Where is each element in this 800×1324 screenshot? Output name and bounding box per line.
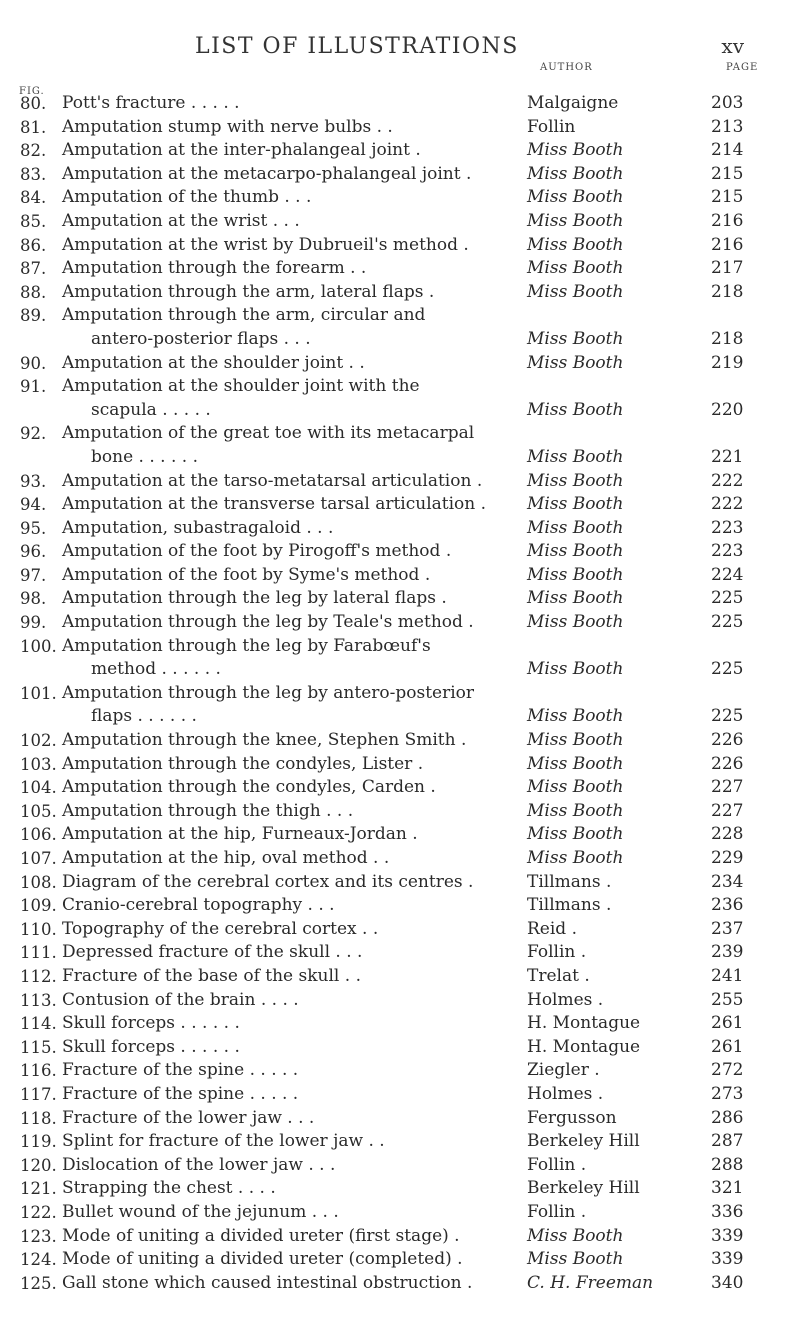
entry-line bbox=[0, 1130, 800, 1154]
page-ref: 217 bbox=[711, 258, 744, 279]
figure-number: 104. bbox=[20, 778, 57, 798]
list-item bbox=[0, 234, 800, 258]
entry-line bbox=[0, 847, 800, 871]
entry-line bbox=[0, 116, 800, 140]
entry-line bbox=[0, 989, 800, 1013]
figure-title: Amputation through the leg by lateral flaps . bbox=[62, 588, 447, 609]
figure-title: Amputation, subastragaloid . . . bbox=[62, 517, 334, 538]
list-item bbox=[0, 729, 800, 753]
figure-number: 91. bbox=[20, 377, 47, 397]
figure-number: 88. bbox=[20, 282, 47, 302]
figure-number: 82. bbox=[20, 141, 47, 161]
figure-title: Dislocation of the lower jaw . . . bbox=[62, 1154, 336, 1175]
figure-number: 99. bbox=[20, 613, 47, 633]
figure-title: Amputation at the hip, Furneaux-Jordan . bbox=[62, 824, 418, 845]
author-name: Miss Booth bbox=[527, 210, 624, 231]
page-ref: 234 bbox=[711, 871, 744, 892]
list-item bbox=[0, 611, 800, 635]
figure-title: Amputation through the leg by Farabœuf's bbox=[62, 635, 431, 656]
figure-number: 120. bbox=[20, 1155, 57, 1175]
page-ref: 225 bbox=[711, 612, 744, 633]
entry-line bbox=[0, 304, 800, 328]
figure-title: Amputation of the foot by Pirogoff's method . bbox=[62, 541, 452, 562]
author-name: Miss Booth bbox=[527, 612, 624, 633]
figure-number: 95. bbox=[20, 518, 47, 538]
author-name: Reid . bbox=[527, 918, 577, 939]
list-item bbox=[0, 1201, 800, 1225]
list-item bbox=[0, 1248, 800, 1272]
author-name: Berkeley Hill bbox=[527, 1178, 640, 1199]
page-column-header: PAGE bbox=[726, 62, 759, 73]
figure-title: bone . . . . . . bbox=[91, 446, 198, 467]
figure-title: Pott's fracture . . . . . bbox=[62, 93, 240, 113]
figure-number: 103. bbox=[20, 754, 57, 774]
figure-number: 110. bbox=[20, 919, 57, 939]
author-column-header: AUTHOR bbox=[540, 62, 593, 73]
figure-title: Amputation of the foot by Syme's method . bbox=[62, 564, 431, 585]
list-item bbox=[0, 894, 800, 918]
list-item bbox=[0, 753, 800, 777]
figure-number: 107. bbox=[20, 849, 57, 868]
list-item bbox=[0, 918, 800, 942]
list-item bbox=[0, 1059, 800, 1083]
author-name: Miss Booth bbox=[527, 1225, 624, 1246]
figure-title: Amputation through the condyles, Lister . bbox=[62, 753, 424, 774]
figure-number: 123. bbox=[20, 1226, 57, 1246]
page-ref: 221 bbox=[711, 446, 744, 467]
figure-number: 115. bbox=[20, 1037, 57, 1057]
entry-line bbox=[0, 92, 800, 116]
page-ref: 321 bbox=[711, 1178, 744, 1199]
entry-line bbox=[0, 1059, 800, 1083]
list-item bbox=[0, 375, 800, 422]
author-name: Follin . bbox=[527, 942, 587, 963]
page-ref: 215 bbox=[711, 187, 744, 208]
entry-line bbox=[0, 139, 800, 163]
entry-line bbox=[0, 729, 800, 753]
page-ref: 220 bbox=[711, 399, 744, 420]
page-ref: 222 bbox=[711, 494, 744, 515]
figure-title: Amputation through the leg by antero-posterior bbox=[62, 682, 475, 703]
page-ref: 237 bbox=[711, 918, 744, 939]
figure-title: Fracture of the spine . . . . . bbox=[62, 1083, 299, 1104]
list-item bbox=[0, 1130, 800, 1154]
entry-line bbox=[0, 1177, 800, 1201]
page-ref: 216 bbox=[711, 210, 744, 231]
list-item bbox=[0, 540, 800, 564]
page-ref: 339 bbox=[711, 1225, 744, 1246]
entry-line bbox=[0, 564, 800, 588]
entry-line bbox=[0, 871, 800, 895]
page-ref: 203 bbox=[711, 93, 744, 113]
page-ref: 225 bbox=[711, 588, 744, 609]
author-name: Miss Booth bbox=[527, 234, 624, 255]
figure-title: Splint for fracture of the lower jaw . . bbox=[62, 1131, 385, 1152]
page-title: LIST OF ILLUSTRATIONS bbox=[195, 34, 519, 59]
author-name: Follin . bbox=[527, 1201, 587, 1222]
page-ref: 218 bbox=[711, 328, 744, 349]
figure-title: Amputation at the shoulder joint . . bbox=[62, 352, 365, 373]
entry-line bbox=[0, 1225, 800, 1249]
entry-line bbox=[0, 375, 800, 399]
figure-number: 81. bbox=[20, 117, 47, 137]
entry-line bbox=[0, 281, 800, 305]
figure-number: 112. bbox=[20, 966, 57, 986]
page-ref: 286 bbox=[711, 1107, 744, 1128]
figure-title: Gall stone which caused intestinal obstruction . bbox=[62, 1272, 473, 1293]
entry-line bbox=[0, 611, 800, 635]
figure-title: flaps . . . . . . bbox=[91, 706, 197, 727]
figure-number: 85. bbox=[20, 211, 47, 231]
figure-number: 96. bbox=[20, 542, 47, 562]
figure-title: Diagram of the cerebral cortex and its centres . bbox=[62, 871, 474, 892]
figure-number: 102. bbox=[20, 731, 57, 751]
author-name: Miss Booth bbox=[527, 588, 624, 609]
list-item bbox=[0, 941, 800, 965]
list-item bbox=[0, 210, 800, 234]
figure-title: Skull forceps . . . . . . bbox=[62, 1036, 240, 1057]
list-item bbox=[0, 422, 800, 469]
page-ref: 236 bbox=[711, 895, 744, 916]
entry-line bbox=[0, 587, 800, 611]
entry-line bbox=[0, 470, 800, 494]
figure-title: Amputation through the arm, lateral flaps . bbox=[62, 281, 435, 302]
author-name: Ziegler . bbox=[527, 1060, 600, 1081]
entry-line bbox=[0, 1272, 800, 1296]
list-item bbox=[0, 1012, 800, 1036]
author-name: Miss Booth bbox=[527, 187, 624, 208]
figure-title: Skull forceps . . . . . . bbox=[62, 1013, 240, 1034]
page-ref: 255 bbox=[711, 989, 744, 1010]
entry-line bbox=[0, 1012, 800, 1036]
page-ref: 339 bbox=[711, 1249, 744, 1270]
figure-title: Amputation stump with nerve bulbs . . bbox=[62, 116, 393, 137]
author-name: Fergusson bbox=[527, 1107, 617, 1128]
page-ref: 227 bbox=[711, 800, 744, 821]
figure-number: 109. bbox=[20, 896, 57, 916]
figure-number: 89. bbox=[20, 306, 47, 326]
entry-line bbox=[0, 1107, 800, 1131]
figure-number: 106. bbox=[20, 825, 57, 845]
figure-title: Contusion of the brain . . . . bbox=[62, 989, 299, 1010]
page-ref: 261 bbox=[711, 1013, 744, 1034]
figure-title: Amputation of the great toe with its metacarpal bbox=[62, 423, 475, 444]
list-item bbox=[0, 847, 800, 871]
figure-number: 93. bbox=[20, 471, 47, 491]
entry-line bbox=[0, 257, 800, 281]
figure-number: 94. bbox=[20, 495, 47, 515]
page-ref: 215 bbox=[711, 163, 744, 184]
figure-title: Strapping the chest . . . . bbox=[62, 1178, 276, 1199]
entry-line bbox=[0, 1201, 800, 1225]
list-item bbox=[0, 635, 800, 682]
author-name: H. Montague bbox=[527, 1036, 641, 1057]
figure-title: scapula . . . . . bbox=[91, 399, 211, 420]
figure-title: Topography of the cerebral cortex . . bbox=[62, 918, 379, 939]
list-item bbox=[0, 116, 800, 140]
entry-line bbox=[0, 517, 800, 541]
figure-title: Bullet wound of the jejunum . . . bbox=[62, 1201, 339, 1222]
entry-line bbox=[0, 1036, 800, 1060]
figure-title: Amputation at the shoulder joint with the bbox=[62, 376, 420, 397]
author-name: Miss Booth bbox=[527, 446, 624, 467]
author-name: Miss Booth bbox=[527, 800, 624, 821]
entry-line bbox=[0, 446, 800, 470]
figure-title: Amputation at the wrist . . . bbox=[62, 210, 300, 231]
entry-line bbox=[0, 800, 800, 824]
list-item bbox=[0, 257, 800, 281]
author-name: Tillmans . bbox=[527, 895, 612, 916]
author-name: Miss Booth bbox=[527, 541, 624, 562]
entry-line bbox=[0, 918, 800, 942]
figure-number: 84. bbox=[20, 188, 47, 208]
entry-line bbox=[0, 186, 800, 210]
entry-line bbox=[0, 352, 800, 376]
entry-line bbox=[0, 1248, 800, 1272]
entry-line bbox=[0, 422, 800, 446]
figure-title: Amputation of the thumb . . . bbox=[62, 187, 312, 208]
entry-line bbox=[0, 1083, 800, 1107]
author-name: Miss Booth bbox=[527, 848, 624, 868]
page-ref: 223 bbox=[711, 517, 744, 538]
page-ref: 261 bbox=[711, 1036, 744, 1057]
figure-number: 124. bbox=[20, 1250, 57, 1270]
author-name: Miss Booth bbox=[527, 399, 624, 420]
list-item bbox=[0, 186, 800, 210]
list-item bbox=[0, 470, 800, 494]
list-item bbox=[0, 989, 800, 1013]
figure-number: 101. bbox=[20, 683, 57, 703]
page-ref: 216 bbox=[711, 234, 744, 255]
list-item bbox=[0, 776, 800, 800]
author-name: Miss Booth bbox=[527, 281, 624, 302]
page-ref: 226 bbox=[711, 730, 744, 751]
list-item bbox=[0, 1225, 800, 1249]
page-ref: 336 bbox=[711, 1201, 744, 1222]
entry-line bbox=[0, 682, 800, 706]
figure-number: 122. bbox=[20, 1202, 57, 1222]
page-ref: 224 bbox=[711, 564, 744, 585]
list-item bbox=[0, 281, 800, 305]
entry-line bbox=[0, 399, 800, 423]
list-item bbox=[0, 871, 800, 895]
author-name: Miss Booth bbox=[527, 777, 624, 798]
entry-line bbox=[0, 705, 800, 729]
entry-line bbox=[0, 210, 800, 234]
list-item bbox=[0, 139, 800, 163]
figure-number: 80. bbox=[20, 94, 47, 113]
figure-title: Amputation through the knee, Stephen Smith . bbox=[62, 730, 467, 751]
figure-number: 118. bbox=[20, 1108, 57, 1128]
figure-title: Amputation at the wrist by Dubrueil's method . bbox=[62, 234, 469, 255]
entry-line bbox=[0, 493, 800, 517]
list-item bbox=[0, 682, 800, 729]
figure-number: 105. bbox=[20, 801, 57, 821]
figure-number: 113. bbox=[20, 990, 57, 1010]
list-item bbox=[0, 800, 800, 824]
page-ref: 225 bbox=[711, 706, 744, 727]
page-ref: 214 bbox=[711, 140, 744, 161]
page-ref: 340 bbox=[711, 1272, 744, 1293]
entry-line bbox=[0, 658, 800, 682]
author-name: H. Montague bbox=[527, 1013, 641, 1034]
author-name: Miss Booth bbox=[527, 517, 624, 538]
author-name: Miss Booth bbox=[527, 753, 624, 774]
figure-title: Fracture of the lower jaw . . . bbox=[62, 1107, 315, 1128]
list-item bbox=[0, 304, 800, 351]
figure-number: 86. bbox=[20, 235, 47, 255]
author-name: Miss Booth bbox=[527, 328, 624, 349]
figure-number: 125. bbox=[20, 1273, 57, 1293]
figure-title: Amputation through the arm, circular and bbox=[62, 305, 426, 326]
author-name: Trelat . bbox=[527, 965, 590, 986]
figure-number: 90. bbox=[20, 353, 47, 373]
entry-line bbox=[0, 163, 800, 187]
entry-line bbox=[0, 753, 800, 777]
fig-column-header: FIG. bbox=[19, 86, 45, 97]
figure-number: 114. bbox=[20, 1014, 57, 1034]
entry-line bbox=[0, 941, 800, 965]
figure-number: 98. bbox=[20, 589, 47, 609]
figure-number: 97. bbox=[20, 565, 47, 585]
entry-line bbox=[0, 776, 800, 800]
entry-line bbox=[0, 635, 800, 659]
list-item bbox=[0, 1107, 800, 1131]
page-ref: 213 bbox=[711, 116, 744, 137]
page-ref: 273 bbox=[711, 1083, 744, 1104]
page-ref: 222 bbox=[711, 470, 744, 491]
figure-number: 108. bbox=[20, 872, 57, 892]
page-ref: 288 bbox=[711, 1154, 744, 1175]
list-item bbox=[0, 564, 800, 588]
figure-title: method . . . . . . bbox=[91, 659, 221, 680]
list-item bbox=[0, 1036, 800, 1060]
list-item bbox=[0, 823, 800, 847]
author-name: Follin . bbox=[527, 1154, 587, 1175]
author-name: Miss Booth bbox=[527, 352, 624, 373]
figure-title: Amputation through the forearm . . bbox=[62, 258, 367, 279]
figure-title: Amputation at the transverse tarsal articulation . bbox=[62, 494, 487, 515]
list-item bbox=[0, 92, 800, 116]
author-name: Berkeley Hill bbox=[527, 1131, 640, 1152]
list-item bbox=[0, 493, 800, 517]
figure-title: Depressed fracture of the skull . . . bbox=[62, 942, 363, 963]
entry-line bbox=[0, 234, 800, 258]
figure-number: 87. bbox=[20, 259, 47, 279]
author-name: Miss Booth bbox=[527, 564, 624, 585]
page-ref: 228 bbox=[711, 824, 744, 845]
page-ref: 219 bbox=[711, 352, 744, 373]
entry-line bbox=[0, 965, 800, 989]
author-name: Miss Booth bbox=[527, 1249, 624, 1270]
page-ref: 272 bbox=[711, 1060, 744, 1081]
page-ref: 218 bbox=[711, 281, 744, 302]
page-ref: 227 bbox=[711, 777, 744, 798]
figure-title: Amputation through the leg by Teale's method . bbox=[62, 612, 474, 633]
entry-line bbox=[0, 823, 800, 847]
figure-number: 117. bbox=[20, 1084, 57, 1104]
page-number: xv bbox=[721, 34, 744, 58]
author-name: Miss Booth bbox=[527, 494, 624, 515]
figure-title: Amputation at the inter-phalangeal joint . bbox=[62, 140, 421, 161]
figure-number: 116. bbox=[20, 1061, 57, 1081]
figure-number: 100. bbox=[20, 636, 57, 656]
entry-line bbox=[0, 1154, 800, 1178]
author-name: Miss Booth bbox=[527, 258, 624, 279]
figure-title: Amputation at the hip, oval method . . bbox=[62, 848, 390, 868]
page-ref: 229 bbox=[711, 848, 744, 868]
page-ref: 223 bbox=[711, 541, 744, 562]
author-name: Follin bbox=[527, 116, 576, 137]
list-item bbox=[0, 163, 800, 187]
figure-number: 83. bbox=[20, 164, 47, 184]
author-name: C. H. Freeman bbox=[527, 1272, 654, 1293]
entry-line bbox=[0, 540, 800, 564]
author-name: Tillmans . bbox=[527, 871, 612, 892]
list-item bbox=[0, 517, 800, 541]
author-name: Miss Booth bbox=[527, 140, 624, 161]
figure-title: Amputation at the metacarpo-phalangeal joint . bbox=[62, 163, 472, 184]
figure-title: Cranio-cerebral topography . . . bbox=[62, 895, 335, 916]
page-ref: 287 bbox=[711, 1131, 744, 1152]
figure-title: Mode of uniting a divided ureter (first stage) . bbox=[62, 1225, 460, 1246]
author-name: Holmes . bbox=[527, 1083, 604, 1104]
figure-number: 111. bbox=[20, 943, 57, 963]
author-name: Miss Booth bbox=[527, 730, 624, 751]
list-item bbox=[0, 1272, 800, 1296]
figure-number: 119. bbox=[20, 1132, 57, 1152]
page-ref: 241 bbox=[711, 965, 744, 986]
figure-title: antero-posterior flaps . . . bbox=[91, 328, 311, 349]
author-name: Miss Booth bbox=[527, 824, 624, 845]
entry-line bbox=[0, 894, 800, 918]
author-name: Malgaigne bbox=[527, 93, 619, 113]
author-name: Holmes . bbox=[527, 989, 604, 1010]
list-item bbox=[0, 1154, 800, 1178]
author-name: Miss Booth bbox=[527, 470, 624, 491]
author-name: Miss Booth bbox=[527, 659, 624, 680]
figure-number: 92. bbox=[20, 424, 47, 444]
entry-line bbox=[0, 328, 800, 352]
author-name: Miss Booth bbox=[527, 706, 624, 727]
figure-number: 121. bbox=[20, 1179, 57, 1199]
figure-title: Amputation at the tarso-metatarsal articulation . bbox=[62, 470, 483, 491]
figure-title: Mode of uniting a divided ureter (completed) . bbox=[62, 1249, 463, 1270]
figure-title: Fracture of the spine . . . . . bbox=[62, 1060, 299, 1081]
list-item bbox=[0, 352, 800, 376]
list-item bbox=[0, 965, 800, 989]
author-name: Miss Booth bbox=[527, 163, 624, 184]
illustration-list bbox=[0, 92, 800, 1295]
figure-title: Amputation through the thigh . . . bbox=[62, 800, 354, 821]
figure-title: Fracture of the base of the skull . . bbox=[62, 965, 361, 986]
list-item bbox=[0, 587, 800, 611]
page-ref: 225 bbox=[711, 659, 744, 680]
list-item bbox=[0, 1177, 800, 1201]
page-ref: 239 bbox=[711, 942, 744, 963]
page-ref: 226 bbox=[711, 753, 744, 774]
figure-title: Amputation through the condyles, Carden . bbox=[62, 777, 436, 798]
list-item bbox=[0, 1083, 800, 1107]
